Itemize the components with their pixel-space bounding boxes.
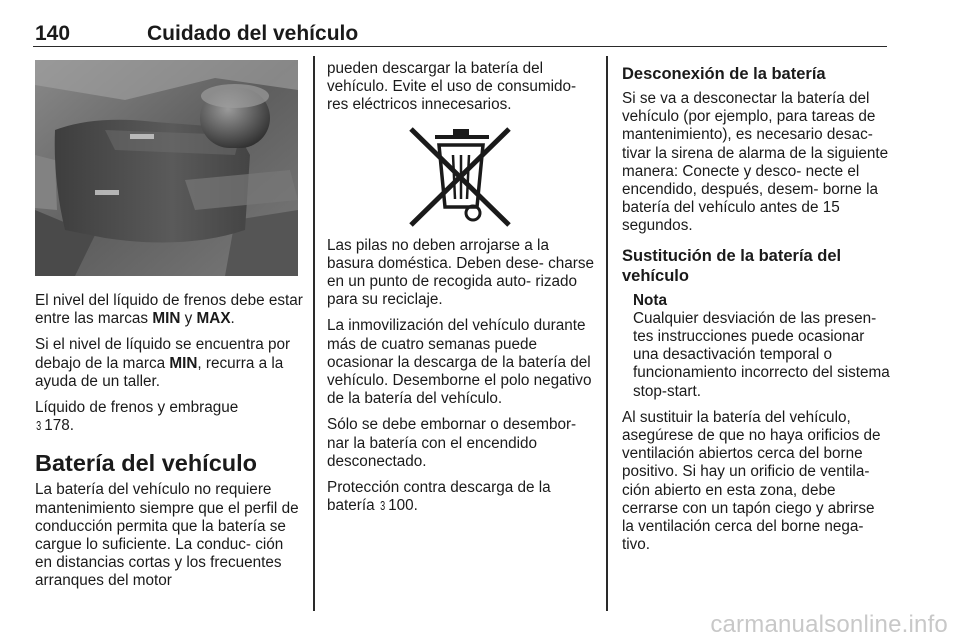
- page-reference-link[interactable]: 178.: [44, 417, 75, 435]
- watermark: carmanualsonline.info: [710, 611, 948, 638]
- vehicle-immobilization-paragraph: La inmovilización del vehículo durante más de cuatro semanas puede ocasionar la descarga de la batería del vehículo. Desemborne el polo negativo de la batería del vehículo.: [327, 317, 592, 408]
- section-heading: Desconexión de la batería: [622, 65, 826, 83]
- battery-replacement-paragraph: Al sustituir la batería del vehículo, asegúrese de que no haya orificios de ventilación abiertos cerca del borne positivo. Si hay un orificio de ventila- ción abierto en esta zona, debe cerrarse con un tapón ciego y abrirse la ventilación cerca del borne nega- tivo.: [622, 408, 881, 554]
- note-text: Cualquier desviación de las presen- tes instrucciones puede ocasionar una desactivación temporal o funcionamiento incorrecto del sistema stop-start.: [633, 309, 890, 400]
- battery-paragraph-continued: pueden descargar la batería del vehículo. Evite el uso de consumido- res eléctricos innecesarios.: [327, 60, 577, 114]
- battery-disconnect-paragraph: Si se va a desconectar la batería del vehículo (por ejemplo, para tareas de mantenimiento), es necesario desac- tivar la sirena de alarma de la siguiente manera: Conecte y desco- necte el encendido, después, desem- borne la batería del vehículo antes de 15 segundos.: [622, 90, 889, 235]
- ignition-off-paragraph: Sólo se debe embornar o desembor- nar la batería con el encendido desconectado.: [327, 416, 577, 470]
- crossed-out-wheelie-bin-icon: [397, 125, 525, 229]
- page-reference-arrow-icon: 3: [379, 498, 386, 514]
- column-2: [327, 60, 595, 523]
- cross-reference-paragraph: [35, 399, 303, 435]
- page-header: [33, 8, 887, 47]
- page-reference-arrow-icon: 3: [36, 418, 42, 434]
- battery-disposal-paragraph: Las pilas no deben arrojarse a la basura doméstica. Deben dese- charse en un punto de recogida auto- rizado para su reciclaje.: [327, 236, 594, 309]
- max-mark-label: MAX: [196, 310, 231, 328]
- cross-reference-paragraph: [327, 479, 595, 515]
- battery-paragraph: La batería del vehículo no requiere mantenimiento siempre que el perfil de conducción permita que la batería se cargue lo suficiente. La conduc- ción en distancias cortas y los frecuentes arranques del motor: [35, 481, 299, 590]
- min-mark-label: MIN: [152, 310, 181, 328]
- text-run: Si el nivel de líquido se encuentra por debajo de la marca: [35, 336, 291, 372]
- text-run: .: [230, 310, 235, 328]
- cross-reference-text: Líquido de frenos y embrague: [35, 399, 239, 417]
- page-reference-link[interactable]: 100.: [388, 497, 418, 515]
- note-title: Nota: [633, 291, 667, 309]
- brake-fluid-level-paragraph: [35, 292, 303, 328]
- column-3: [622, 60, 890, 562]
- min-mark-label: MIN: [169, 354, 198, 372]
- column-divider: [606, 56, 608, 611]
- page-number: 140: [35, 22, 71, 45]
- text-run: El nivel del líquido de frenos debe estar entre las marcas: [35, 292, 303, 328]
- column-divider: [313, 56, 315, 611]
- text-run: y: [180, 310, 197, 328]
- section-heading: Sustitución de la batería del vehículo: [622, 246, 842, 285]
- low-level-paragraph: [35, 336, 303, 391]
- chapter-title: Cuidado del vehículo: [147, 22, 359, 45]
- column-1: [35, 60, 303, 599]
- section-heading: Batería del vehículo: [35, 450, 258, 477]
- cross-reference-text: Protección contra descarga de la batería: [327, 479, 551, 515]
- brake-fluid-reservoir-photo: [35, 60, 298, 276]
- note-box: [622, 292, 890, 401]
- text-run: , recurra a la ayuda de un taller.: [35, 354, 284, 390]
